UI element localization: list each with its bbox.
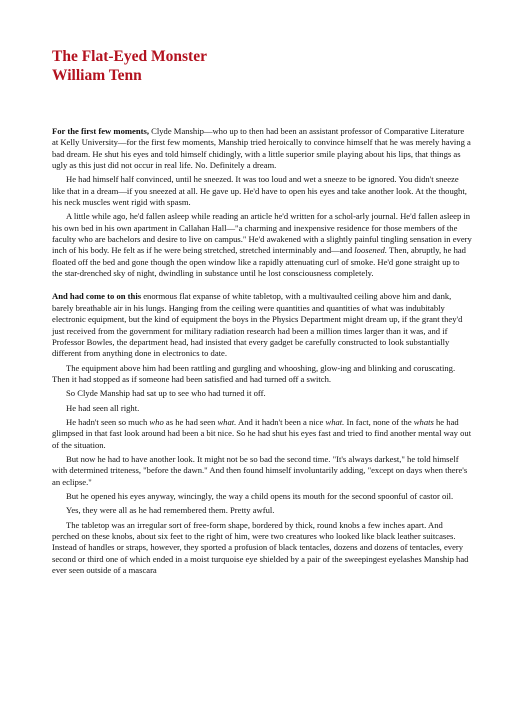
story-body: [52, 126, 472, 576]
lead-in: For the first few moments,: [52, 126, 149, 136]
paragraph: And had come to on this enormous flat expanse of white tabletop, with a multivaulted ceiling above him and dank, barely breathable air in his lungs. Hanging from the ceiling were quantities and quantities of what was indubitably electronic equipment, but the kind of equipment the boys in the Physics Department might dream up, if the grant they'd just received from the government for military radiation research had been a million times larger than it was, and if Professor Bowles, the department head, had insisted that every gadget be carefully constructed to look substantially different from anything done in electronics to date.: [52, 291, 463, 359]
paragraph: He had himself half convinced, until he sneezed. It was too loud and wet a sneeze to be ignored. You didn't sneeze like that in a dream—if you sneezed at all. He gave up. He'd have to open his eyes and take another look. At the thought, his neck muscles went rigid with spasm.: [52, 174, 467, 208]
paragraph: But he opened his eyes anyway, wincingly, the way a child opens its mouth for the second spoonful of castor oil.: [66, 490, 454, 501]
title-block: [52, 47, 207, 85]
paragraph: Yes, they were all as he had remembered them. Pretty awful.: [66, 505, 275, 516]
paragraph: But now he had to have another look. It might not be so bad the second time. "It's always darkest," he told himself with determined triteness, "before the dawn." And then found himself involuntarily adding, "except on days when there's an eclipse.": [52, 453, 468, 487]
paragraph: He had seen all right.: [66, 402, 140, 413]
paragraph: For the first few moments, Clyde Manship—who up to then had been an assistant professor of Comparative Literature at Kelly University—for the first few moments, Manship tried heroically to convince himself that he was merely having a bad dream. He shut his eyes and told himself chidingly, with a little superior smile playing about his lips, that things as ugly as this just did not occur in real life. No. Definitely a dream.: [52, 126, 471, 171]
paragraph: The equipment above him had been rattling and gurgling and whooshing, glow-ing and blinking and coruscating. Then it had stopped as if someone had been satisfied and had turned off a switch.: [52, 362, 456, 384]
paragraph: A little while ago, he'd fallen asleep while reading an article he'd written for a schol-arly journal. He'd fallen asleep in his own bed in his own apartment in Callahan Hall—"a charming and inexpensive residence for those members of the faculty who are bachelors and desire to live on campus." He'd awakened with a slightly painful tingling sensation in every inch of his body. He felt as if he were being stretched, stretched interminably and—and loosened. Then, abruptly, he had floated off the bed and gone though the open window like a rapidly attenuating curl of smoke. He'd gone straight up to the star-drenched sky of night, dwindling in substance until he lost consciousness completely.: [52, 211, 472, 279]
story-title: The Flat-Eyed Monster: [52, 48, 207, 65]
story-author: William Tenn: [52, 67, 142, 84]
paragraph: He hadn't seen so much who as he had seen what. And it hadn't been a nice what. In fact, none of the whats he had glimpsed in that fast look around had been a bit nice. So he had shut his eyes fast and tried to find another mental way out of the situation.: [52, 416, 472, 450]
lead-in: And had come to on this: [52, 291, 142, 302]
paragraph: The tabletop was an irregular sort of free-form shape, bordered by thick, round knobs a few inches apart. And perched on these knobs, about six feet to the right of him, were two creatures who looked like black leather suitcases. Instead of handles or straps, however, they sported a profusion of black tentacles, dozens and dozens of tentacles, every second or third one of which ended in a moist turquoise eye shielded by a pair of the sweepingest eyelashes Manship had ever seen outside of a mascara: [52, 519, 469, 576]
paragraph: So Clyde Manship had sat up to see who had turned it off.: [66, 388, 266, 399]
